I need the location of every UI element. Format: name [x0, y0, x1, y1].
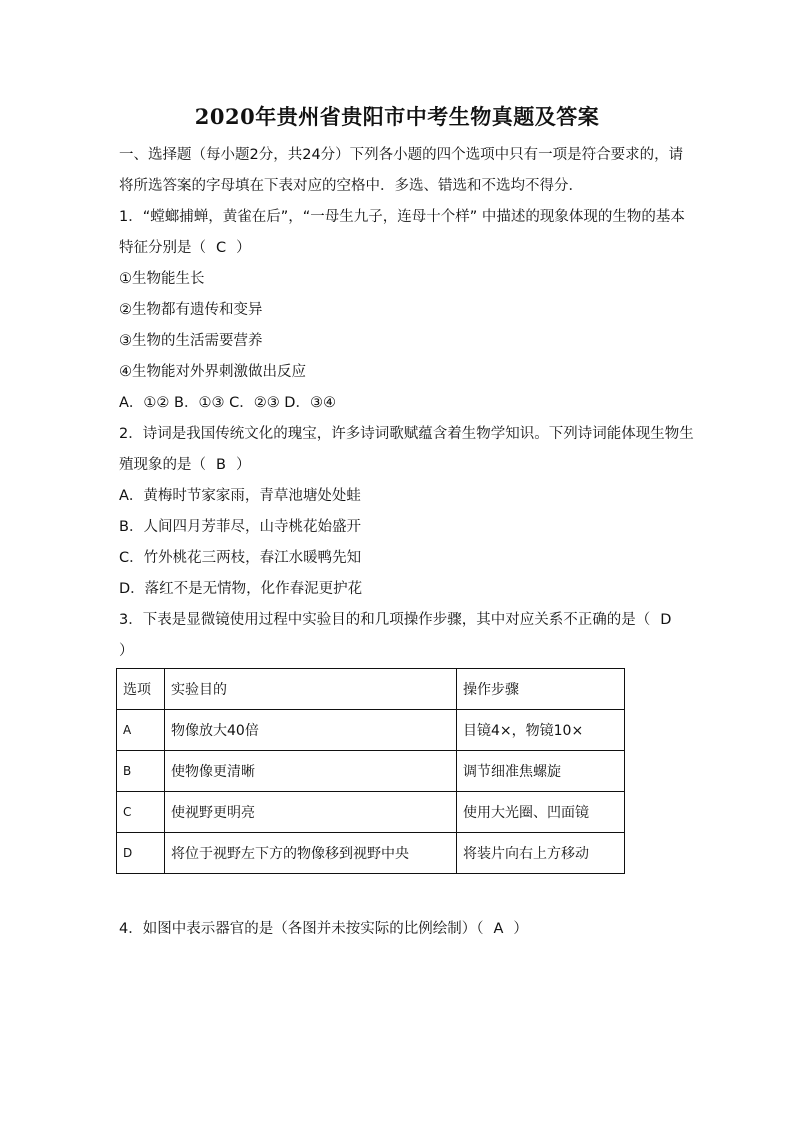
- q1-stem-line-2: [119, 241, 251, 257]
- table-cell: 使物像更清晰: [165, 751, 457, 792]
- table-cell: 将装片向右上方移动: [457, 833, 625, 874]
- q1-stem-line-1: 1．“螳螂捕蝉，黄雀在后”，“一母生九子，连母十个样” 中描述的现象体现的生物的基本: [119, 209, 685, 225]
- q1-stem-prefix: 特征分别是（: [119, 240, 206, 256]
- table-cell: 物像放大40倍: [165, 710, 457, 751]
- table-cell: 目镜4×，物镜10×: [457, 710, 625, 751]
- q2-option-a: A．黄梅时节家家雨，青草池塘处处蛙: [119, 488, 361, 504]
- q2-answer: B: [216, 457, 226, 473]
- q2-stem-suffix: ）: [235, 457, 251, 473]
- q1-item-3: ③生物的生活需要营养: [119, 333, 263, 349]
- intro-line-1: 一、选择题（每小题2分，共24分）下列各小题的四个选项中只有一项是符合要求的，请: [119, 147, 684, 163]
- q1-answer: C: [216, 240, 227, 256]
- table-row: [117, 710, 625, 751]
- q4-stem-suffix: ）: [513, 921, 528, 937]
- q1-item-2: ②生物都有遗传和变异: [119, 302, 263, 318]
- q1-item-1: ①生物能生长: [119, 271, 205, 287]
- q3-table: [116, 668, 625, 874]
- table-header-cell: 操作步骤: [457, 669, 625, 710]
- q2-option-c: C．竹外桃花三两枝，春江水暖鸭先知: [119, 550, 362, 566]
- table-header-cell: 选项: [117, 669, 165, 710]
- page-title: 2020年贵州省贵阳市中考生物真题及答案: [194, 104, 600, 129]
- q2-option-d: D．落红不是无情物，化作春泥更护花: [119, 581, 363, 597]
- q4-stem: [119, 922, 528, 938]
- table-row: [117, 833, 625, 874]
- table-header-cell: 实验目的: [165, 669, 457, 710]
- table-cell: 调节细准焦螺旋: [457, 751, 625, 792]
- table-cell: 使视野更明亮: [165, 792, 457, 833]
- table-cell: A: [117, 710, 165, 751]
- table-cell: B: [117, 751, 165, 792]
- table-cell: D: [117, 833, 165, 874]
- q2-stem-line-2: [119, 458, 250, 474]
- q1-options: A．①② B．①③ C．②③ D．③④: [119, 395, 336, 411]
- q2-stem-line-1: 2．诗词是我国传统文化的瑰宝，许多诗词歌赋蕴含着生物学知识。下列诗词能体现生物生: [119, 426, 694, 442]
- q2-option-b: B．人间四月芳菲尽，山寺桃花始盛开: [119, 519, 361, 535]
- q1-item-4: ④生物能对外界刺激做出反应: [119, 364, 306, 380]
- q3-stem-text: 3．下表是显微镜使用过程中实验目的和几项操作步骤，其中对应关系不正确的是（: [119, 612, 651, 628]
- table-cell: 将位于视野左下方的物像移到视野中央: [165, 833, 457, 874]
- q2-stem-prefix: 殖现象的是（: [119, 457, 206, 473]
- q4-stem-prefix: 4．如图中表示器官的是（各图并未按实际的比例绘制）（: [119, 921, 484, 937]
- q3-stem-line-1: [119, 613, 681, 629]
- q3-answer: D: [660, 612, 672, 628]
- table-row: [117, 751, 625, 792]
- q1-stem-suffix: ）: [236, 240, 251, 256]
- table-cell: 使用大光圈、凹面镜: [457, 792, 625, 833]
- q4-answer: A: [493, 921, 504, 937]
- table-row: [117, 792, 625, 833]
- q3-stem-line-2: ）: [119, 643, 134, 659]
- table-cell: C: [117, 792, 165, 833]
- intro-line-2: 将所选答案的字母填在下表对应的空格中．多选、错选和不选均不得分．: [119, 178, 583, 194]
- table-header-row: [117, 669, 625, 710]
